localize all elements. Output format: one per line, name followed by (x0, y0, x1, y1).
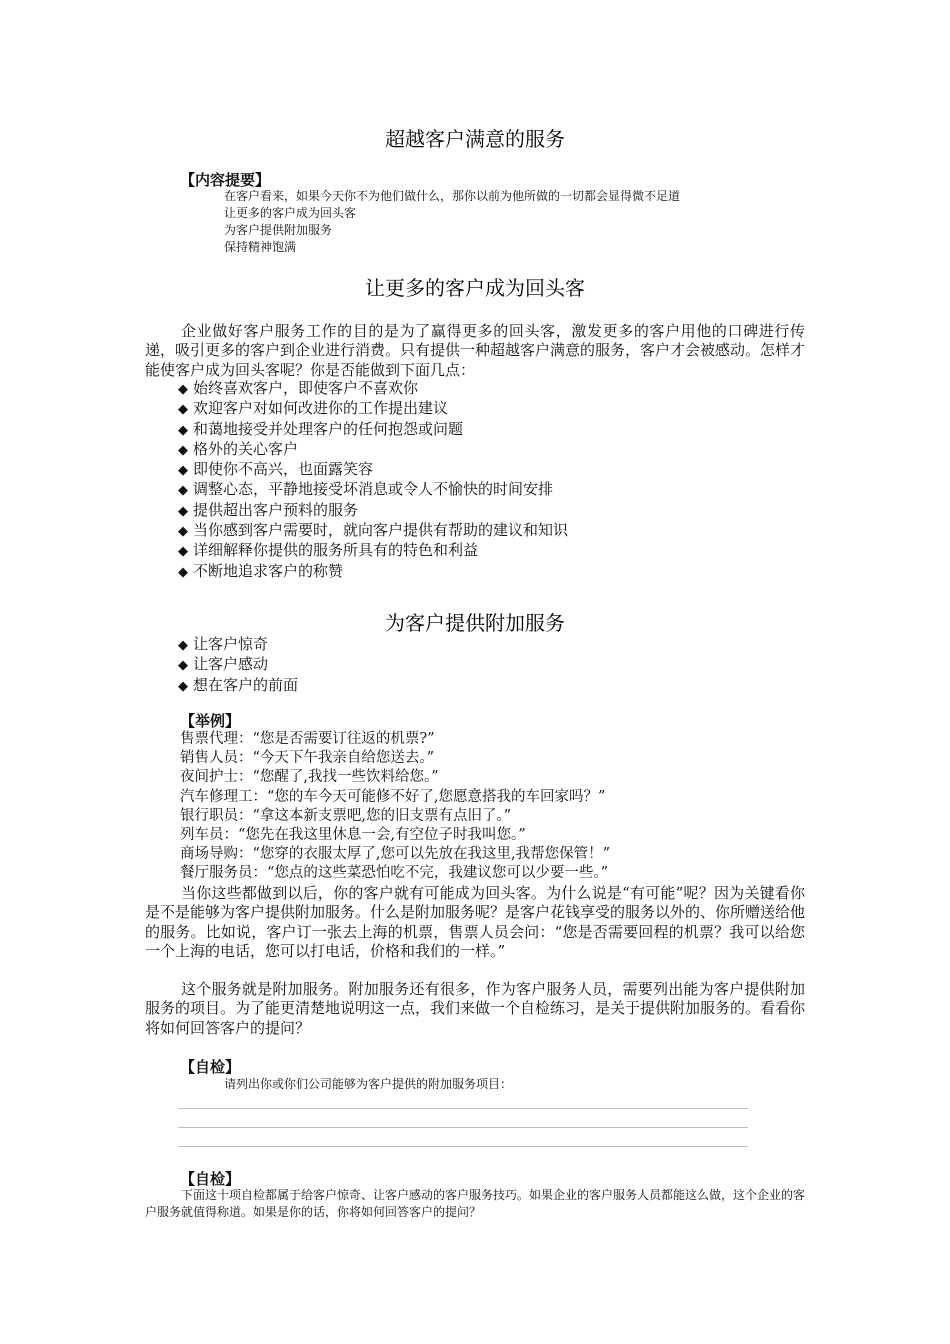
list-item: ◆ 格外的关心客户 (178, 440, 568, 460)
diamond-bullet-icon: ◆ (178, 564, 188, 580)
diamond-bullet-icon: ◆ (178, 483, 188, 499)
diamond-bullet-icon: ◆ (178, 658, 188, 674)
list-item: 商场导购：“您穿的衣服太厚了,您可以先放在我这里,我帮您保管！” (180, 846, 611, 863)
self-check-prompt: 请列出你或你们公司能够为客户提供的附加服务项目： (224, 1077, 513, 1091)
self-check-text: 下面这十项自检都属于给客户惊奇、让客户感动的客户服务技巧。如果企业的客户服务人员都能这么做，这个企业的客户服务就值得称道。如果是你的话，你将如何回答客户的提问？ (145, 1188, 806, 1219)
section-heading: 为客户提供附加服务 (385, 611, 565, 635)
list-item: ◆ 想在客户的前面 (178, 676, 298, 696)
list-item: 银行职员：“拿这本新支票吧,您的旧支票有点旧了。” (180, 807, 512, 824)
diamond-bullet-icon: ◆ (178, 463, 188, 479)
self-check-label: 【自检】 (180, 1170, 241, 1188)
summary-line: 为客户提供附加服务 (224, 223, 333, 237)
document-title: 超越客户满意的服务 (385, 127, 565, 151)
list-item: 列车员：“您先在我这里休息一会,有空位子时我叫您。” (180, 827, 526, 844)
list-item: ◆ 让客户惊奇 (178, 635, 298, 655)
list-item: 餐厅服务员：“您点的这些菜恐怕吃不完，我建议您可以少要一些。” (180, 865, 609, 882)
summary-label: 【内容提要】 (180, 171, 271, 189)
list-item: ◆ 不断地追求客户的称赞 (178, 562, 568, 582)
repeat-customer-checklist (178, 379, 568, 582)
diamond-bullet-icon: ◆ (178, 524, 188, 540)
list-item: ◆ 和蔼地接受并处理客户的任何抱怨或问题 (178, 420, 568, 440)
list-item: ◆ 提供超出客户预料的服务 (178, 501, 568, 521)
answer-line[interactable] (178, 1108, 748, 1109)
diamond-bullet-icon: ◆ (178, 638, 188, 653)
diamond-bullet-icon: ◆ (178, 422, 188, 438)
diamond-bullet-icon: ◆ (178, 442, 188, 458)
section-heading: 让更多的客户成为回头客 (365, 276, 585, 300)
list-item: 汽车修理工：“您的车今天可能修不好了,您愿意搭我的车回家吗？” (180, 788, 606, 805)
list-item: ◆ 让客户感动 (178, 655, 298, 675)
list-item: ◆ 即使你不高兴，也面露笑容 (178, 460, 568, 480)
intro-paragraph: 企业做好客户服务工作的目的是为了赢得更多的回头客，激发更多的客户用他的口碑进行传递，吸引更多的客户到企业进行消费。只有提供一种超越客户满意的服务，客户才会被感动。怎样才能使客户成为回头客呢？你是否能做到下面几点： (145, 322, 806, 379)
body-paragraph: 当你这些都做到以后，你的客户就有可能成为回头客。为什么说是“有可能”呢？因为关键看你是不是能够为客户提供附加服务。什么是附加服务呢？是客户花钱享受的服务以外的、你所赠送给他的服务。比如说，客户订一张去上海的机票，售票人员会问：“您是否需要回程的机票？我可以给您一个上海的电话，您可以打电话，价格和我们的一样。” (145, 884, 806, 960)
answer-line[interactable] (178, 1127, 748, 1128)
list-item: ◆ 详细解释你提供的服务所具有的特色和利益 (178, 541, 568, 561)
example-label: 【举例】 (180, 712, 241, 730)
answer-line[interactable] (178, 1146, 748, 1147)
diamond-bullet-icon: ◆ (178, 503, 188, 519)
diamond-bullet-icon: ◆ (178, 678, 188, 694)
list-item: ◆ 欢迎客户对如何改进你的工作提出建议 (178, 399, 568, 419)
diamond-bullet-icon: ◆ (178, 402, 188, 418)
summary-line: 保持精神饱满 (224, 240, 297, 254)
extra-service-goals (178, 635, 298, 696)
diamond-bullet-icon: ◆ (178, 382, 188, 397)
list-item: 销售人员：“今天下午我亲自给您送去。” (180, 750, 435, 767)
list-item: ◆ 当你感到客户需要时，就向客户提供有帮助的建议和知识 (178, 521, 568, 541)
list-item: ◆ 调整心态，平静地接受坏消息或令人不愉快的时间安排 (178, 480, 568, 500)
summary-line: 在客户看来，如果今天你不为他们做什么，那你以前为他所做的一切都会显得微不足道 (224, 189, 681, 203)
list-item: 售票代理：“您是否需要订往返的机票?” (180, 731, 435, 747)
diamond-bullet-icon: ◆ (178, 544, 188, 560)
list-item: ◆ 始终喜欢客户，即使客户不喜欢你 (178, 379, 568, 399)
self-check-label: 【自检】 (180, 1058, 241, 1076)
body-paragraph: 这个服务就是附加服务。附加服务还有很多，作为客户服务人员，需要列出能为客户提供附加服务的项目。为了能更清楚地说明这一点，我们来做一个自检练习，是关于提供附加服务的。看看你将如何回答客户的提问？ (145, 980, 806, 1037)
list-item: 夜间护士：“您醒了,我找一些饮料给您。” (180, 769, 439, 786)
example-dialogues (180, 730, 610, 884)
summary-line: 让更多的客户成为回头客 (224, 206, 357, 220)
